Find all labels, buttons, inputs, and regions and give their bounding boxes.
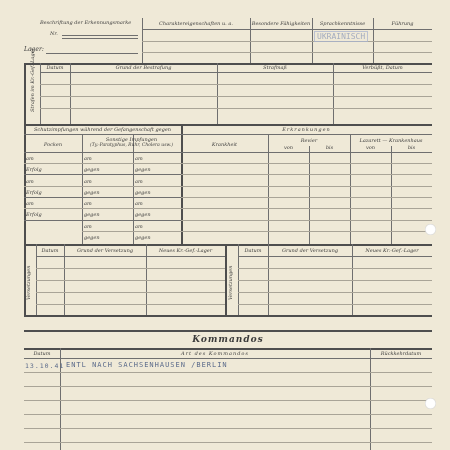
header-line <box>142 52 432 53</box>
erkrankungen-row-line <box>181 208 432 209</box>
impfungen-col-pocken: Pocken <box>43 142 63 148</box>
impfungen-row-line <box>24 163 181 164</box>
impfungen-label: gegen <box>84 212 100 218</box>
impfungen-divider <box>133 134 134 244</box>
nr-line <box>62 35 138 36</box>
impfungen-label: gegen <box>84 167 100 173</box>
kommandos-row-line <box>24 414 432 415</box>
impfungen-row-line <box>24 186 181 187</box>
versetzungen-row-line <box>36 268 225 269</box>
versetzungen-col-neues-2: Neues Kr.-Gef.-Lager <box>365 248 419 254</box>
kommandos-row-line <box>24 400 432 401</box>
versetzungen-row-line <box>238 292 432 293</box>
strafen-row-line <box>40 108 432 109</box>
header-label-nr: Nr. <box>50 31 58 37</box>
impfungen-label: am <box>26 179 34 185</box>
strafen-col-datum: Datum <box>46 65 64 71</box>
impfungen-label: am <box>84 179 92 185</box>
header-label-fuehrung: Führung <box>391 21 414 27</box>
kommandos-divider <box>370 348 371 450</box>
kommandos-col-datum: Datum <box>33 351 51 357</box>
impfungen-row-line <box>24 197 181 198</box>
versetzungen-col-neues: Neues Kr.-Gef.-Lager <box>158 248 213 254</box>
header-label-sprachen: Sprachkenntnisse <box>319 21 366 27</box>
kommandos-top-border <box>24 330 432 332</box>
impfungen-col-sonstige: Sonstige Impfungen <box>105 137 158 143</box>
impfungen-row-line <box>24 208 181 209</box>
punch-hole <box>425 224 436 235</box>
versetzungen-col-datum-2: Datum <box>244 248 262 254</box>
strafen-row-line <box>40 84 432 85</box>
versetzungen-side-label-right: Versetzungen <box>228 265 234 300</box>
erkrankungen-col-bis: bis <box>407 145 416 151</box>
impfungen-label: gegen <box>135 235 151 241</box>
versetzungen-row-line <box>36 292 225 293</box>
strafen-col-grund: Grund der Bestrafung <box>115 65 172 71</box>
impfungen-label: Erfolg <box>26 167 42 173</box>
impfungen-label: Erfolg <box>26 190 42 196</box>
kommandos-col-rueckkehr: Rückkehrdatum <box>380 351 422 357</box>
impfungen-row-line <box>24 174 181 175</box>
impfungen-label: am <box>84 201 92 207</box>
impfungen-header-line <box>24 152 181 153</box>
header-label-erkennungsmarke: Beschriftung der Erkennungsmarke <box>40 20 132 26</box>
header-line <box>142 41 432 42</box>
impfungen-label: Erfolg <box>26 212 42 218</box>
impfungen-label: am <box>26 156 34 162</box>
versetzungen-row-line <box>36 280 225 281</box>
versetzungen-col-datum: Datum <box>41 248 59 254</box>
impfungen-label: gegen <box>135 190 151 196</box>
erkrankungen-title-line <box>181 134 432 135</box>
impfungen-label: am <box>84 224 92 230</box>
header-label-faehigkeiten: Besondere Fähigkeiten <box>251 21 311 27</box>
strafen-header-line <box>40 72 432 73</box>
lager-line <box>46 53 138 54</box>
erkrankungen-row-line <box>181 186 432 187</box>
strafen-row-line <box>40 96 432 97</box>
header-label-charakter: Charaktereigenschaften u. a. <box>159 21 233 27</box>
versetzungen-row-line <box>238 268 432 269</box>
impfungen-col-sonstige-sub: (Ty.-Paratyphus, Ruhr, Cholera usw.) <box>89 143 174 148</box>
impfungen-title: Schutzimpfungen während der Gefangenschaft gegen <box>33 127 172 133</box>
erkrankungen-header-line <box>181 152 432 153</box>
impfungen-row-line <box>24 220 181 221</box>
impfungen-label: am <box>135 201 143 207</box>
versetzungen-divider <box>225 244 227 316</box>
section-border <box>24 63 26 125</box>
kommandos-entry-date: 13.10.41 <box>25 362 65 370</box>
language-stamp: UKRAINISCH <box>314 31 368 42</box>
versetzungen-side-label-left: Versetzungen <box>26 265 32 300</box>
strafen-col-strafmass: Strafmaß <box>263 65 287 71</box>
impfungen-title-line <box>24 134 181 135</box>
kommandos-row-line <box>24 428 432 429</box>
erkrankungen-col-krankheit: Krankheit <box>211 142 238 148</box>
strafen-side-label: Strafen im Kr.-Gef.-Lager <box>30 48 36 112</box>
versetzungen-header-line <box>36 256 225 257</box>
nr-line <box>62 38 138 39</box>
versetzungen-col-grund-2: Grund der Versetzung <box>281 248 339 254</box>
section-border <box>24 244 432 246</box>
erkrankungen-title: Erkrankungen <box>282 127 331 133</box>
kommandos-entry-text: ENTL NACH SACHSENHAUSEN /BERLIN <box>66 361 228 369</box>
impfungen-label: gegen <box>135 212 151 218</box>
impfungen-divider <box>82 134 83 244</box>
impfungen-label: am <box>26 201 34 207</box>
versetzungen-row-line <box>36 304 225 305</box>
impfungen-row-line <box>82 231 181 232</box>
kommandos-col-art: Art des Kommandos <box>181 351 249 357</box>
erkrankungen-col-von: von <box>365 145 376 151</box>
impfungen-label: gegen <box>84 190 100 196</box>
erkrankungen-row-line <box>181 231 432 232</box>
kommandos-header-line <box>24 358 432 359</box>
kommandos-row-line <box>24 386 432 387</box>
impfungen-label: am <box>135 179 143 185</box>
impfungen-label: am <box>135 156 143 162</box>
punch-hole <box>425 398 436 409</box>
erkrankungen-col-revier: Revier <box>300 138 318 144</box>
erkrankungen-col-bis: bis <box>325 145 334 151</box>
versetzungen-header-line <box>238 256 432 257</box>
kommandos-row-line <box>24 372 432 373</box>
strafen-col-verbuesst: Verbüßt, Datum <box>362 65 403 71</box>
versetzungen-row-line <box>238 304 432 305</box>
impfungen-label: gegen <box>135 167 151 173</box>
erkrankungen-col-lazarett: Lazarett — Krankenhaus <box>359 138 423 144</box>
versetzungen-col-grund: Grund der Versetzung <box>76 248 134 254</box>
header-label-lager: Lager: <box>24 46 44 53</box>
erkrankungen-col-von: von <box>283 145 294 151</box>
erkrankungen-divider <box>391 146 392 244</box>
section-border <box>24 124 432 126</box>
erkrankungen-row-line <box>181 163 432 164</box>
kommandos-row-line <box>24 442 432 443</box>
impfungen-label: gegen <box>84 235 100 241</box>
impfungen-label: am <box>84 156 92 162</box>
kommandos-title: Kommandos <box>192 335 264 345</box>
header-line <box>142 29 432 30</box>
erkrankungen-divider <box>309 146 310 244</box>
erkrankungen-row-line <box>181 220 432 221</box>
section-border <box>24 315 432 317</box>
impfungen-label: am <box>135 224 143 230</box>
versetzungen-row-line <box>238 280 432 281</box>
erkrankungen-row-line <box>181 174 432 175</box>
erkrankungen-row-line <box>181 197 432 198</box>
